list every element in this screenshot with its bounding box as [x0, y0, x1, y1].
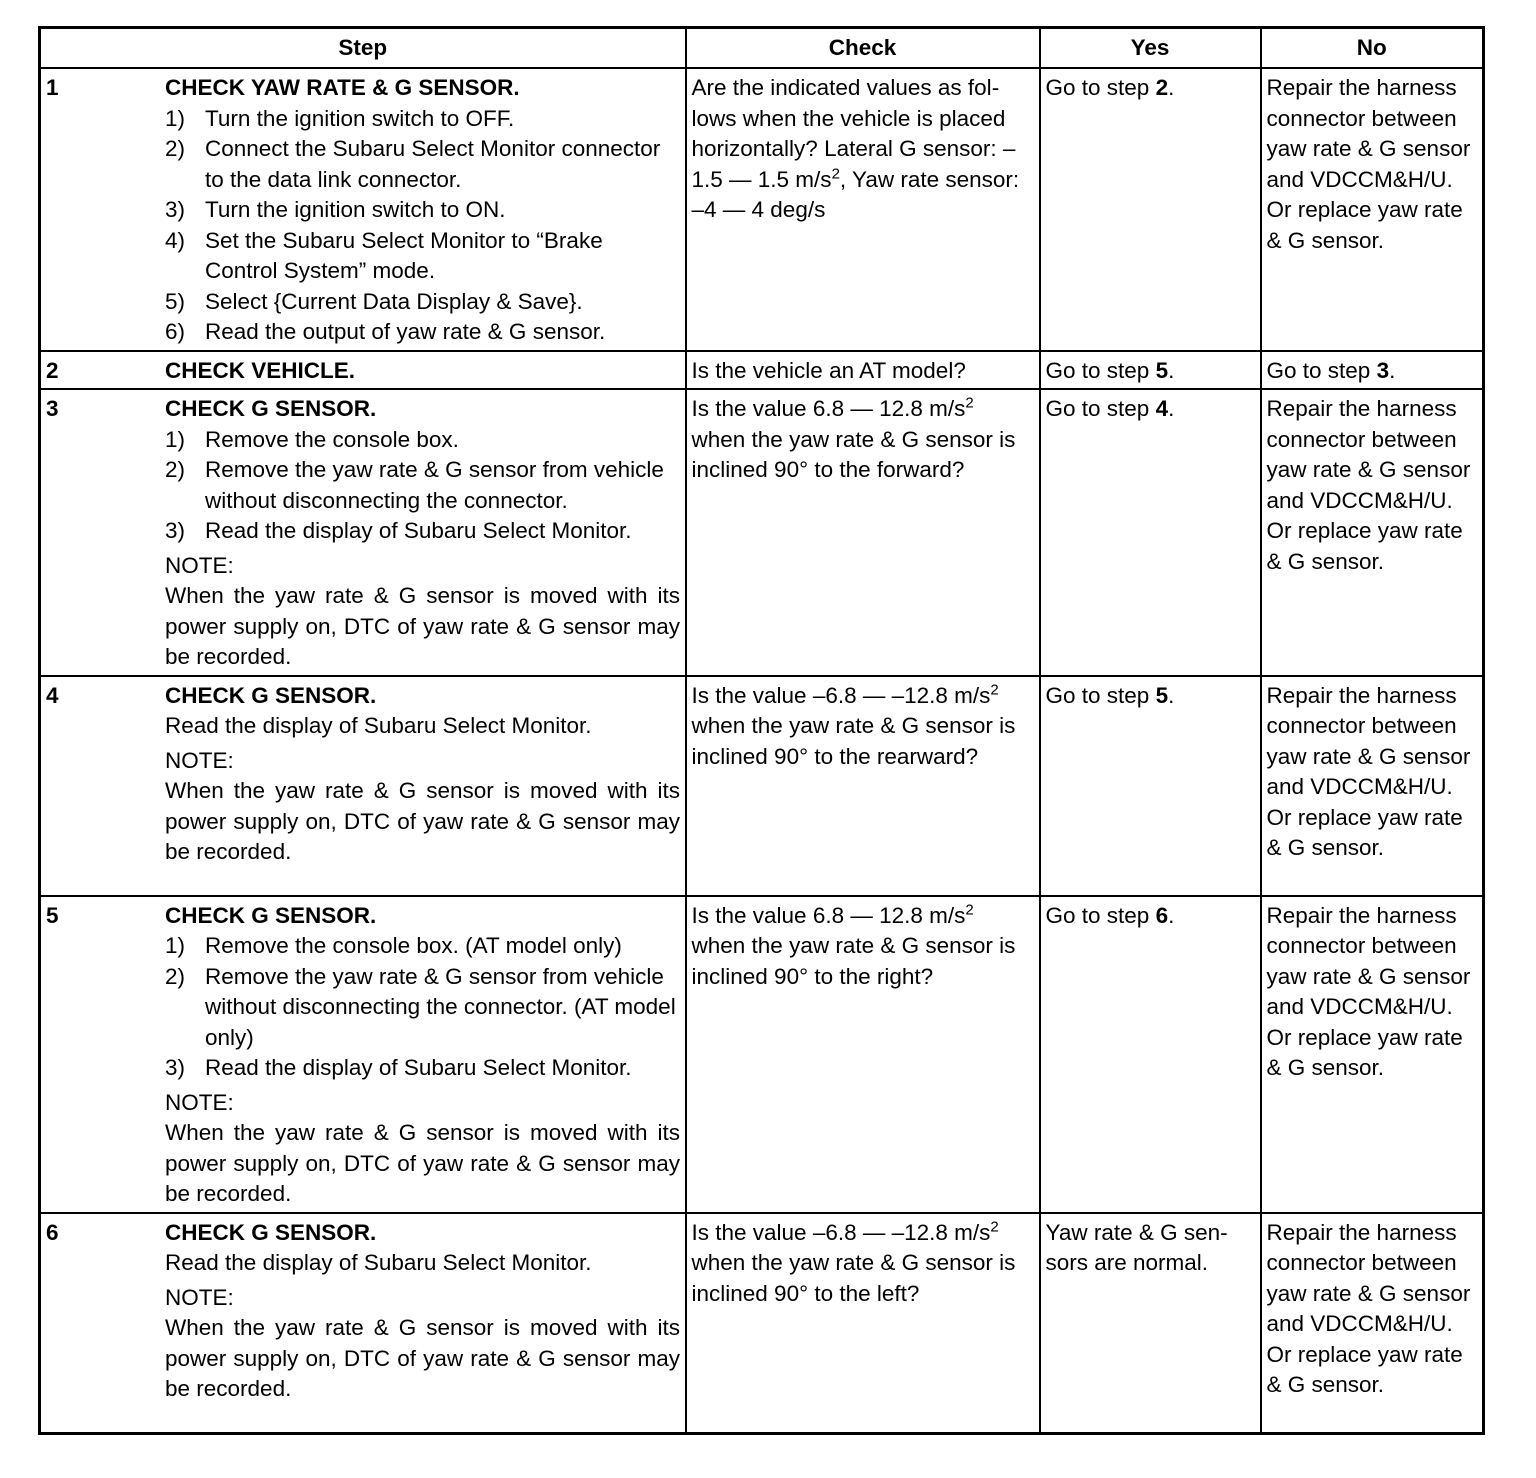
table-row: [40, 351, 1484, 390]
step-title: CHECK VEHICLE.: [165, 357, 356, 383]
substep-number: 2): [165, 136, 186, 161]
header-row: [40, 28, 1484, 69]
no-cell: [1261, 676, 1484, 896]
step-number: 3: [46, 396, 59, 421]
no-text: Repair the harness connector between yaw rate & G sensor and VDCCM&H/U. Or replace yaw rate & G sensor.: [1266, 396, 1471, 574]
yes-text: Go to step: [1045, 902, 1156, 928]
substep: [165, 317, 680, 348]
substep-text: Remove the yaw rate & G sensor from vehicle without disconnecting the connector.: [205, 457, 664, 513]
substep-number: 3): [165, 518, 186, 543]
goto-step-link[interactable]: 3: [1376, 357, 1390, 383]
yes-text: Go to step: [1045, 682, 1156, 708]
step-cell: [40, 1213, 686, 1434]
no-text: Repair the harness connector between yaw rate & G sensor and VDCCM&H/U. Or replace yaw rate & G sensor.: [1266, 682, 1471, 860]
substep: [165, 425, 680, 456]
table-row: [40, 68, 1484, 351]
yes-cell: [1040, 896, 1261, 1213]
no-text: Repair the harness connector between yaw rate & G sensor and VDCCM&H/U. Or replace yaw rate & G sensor.: [1266, 1219, 1471, 1397]
step-cell: [40, 389, 686, 676]
table-row: [40, 389, 1484, 676]
period: .: [1168, 75, 1175, 100]
substep-number: 1): [165, 426, 186, 452]
no-cell: [1261, 351, 1484, 390]
substep-number: 2): [165, 457, 186, 482]
step-number: 2: [46, 357, 59, 383]
check-cell: [686, 676, 1040, 896]
step-title: CHECK G SENSOR.: [165, 682, 377, 708]
period: .: [1168, 396, 1175, 421]
substep-text: Remove the yaw rate & G sensor from vehicle without disconnecting the connector. (AT model only): [205, 963, 676, 1050]
table-row: [40, 676, 1484, 896]
goto-step-link[interactable]: 5: [1155, 357, 1169, 383]
yes-text: Go to step: [1045, 357, 1156, 383]
check-text-cont: when the yaw rate & G sensor is inclined 90° to the left?: [691, 1250, 1016, 1306]
note-text: When the yaw rate & G sensor is moved with its power supply on, DTC of yaw rate & G sensor may be recorded.: [165, 778, 680, 864]
note-text: When the yaw rate & G sensor is moved with its power supply on, DTC of yaw rate & G sensor may be recorded.: [165, 1315, 680, 1401]
step-cell: [40, 68, 686, 351]
step-body: [165, 901, 680, 1210]
check-text: Is the value –6.8 — –12.8 m/s: [691, 682, 991, 708]
no-cell: [1261, 1213, 1484, 1434]
substep: [165, 931, 680, 962]
yes-text: Go to step: [1045, 396, 1156, 421]
superscript: 2: [990, 1218, 999, 1235]
yes-cell: [1040, 676, 1261, 896]
step-intro: Read the display of Subaru Select Monitor.: [165, 1250, 592, 1275]
no-text: Repair the harness connector between yaw rate & G sensor and VDCCM&H/U. Or replace yaw rate & G sensor.: [1266, 902, 1471, 1080]
period: .: [1168, 902, 1175, 928]
yes-cell: [1040, 68, 1261, 351]
check-text: Is the value 6.8 — 12.8 m/s: [691, 902, 966, 928]
check-text: Is the value 6.8 — 12.8 m/s: [691, 396, 966, 421]
header-no: No: [1261, 28, 1484, 69]
step-title: CHECK G SENSOR.: [165, 1219, 377, 1245]
note-label: NOTE:: [165, 552, 234, 578]
substep-text: Read the display of Subaru Select Monitor.: [205, 518, 632, 543]
step-body: [165, 394, 680, 673]
step-body: [165, 356, 680, 387]
no-cell: [1261, 896, 1484, 1213]
substep: [165, 195, 680, 226]
goto-step-link[interactable]: 2: [1155, 75, 1169, 100]
step-title: CHECK YAW RATE & G SENSOR.: [165, 75, 520, 100]
step-body: [165, 681, 680, 868]
substep-text: Turn the ignition switch to ON.: [205, 197, 506, 222]
check-text: Are the indicated values as follows when the vehicle is placed horizontally? Lateral G sensor: –1.5 — 1.5 m/s: [691, 75, 1016, 192]
step-intro: Read the display of Subaru Select Monitor.: [165, 713, 592, 738]
substep-number: 1): [165, 933, 186, 958]
table-row: [40, 896, 1484, 1213]
note-text: When the yaw rate & G sensor is moved with its power supply on, DTC of yaw rate & G sensor may be recorded.: [165, 1120, 680, 1206]
substep: [165, 134, 680, 195]
superscript: 2: [965, 394, 974, 412]
note-label: NOTE:: [165, 747, 234, 773]
substep-text: Select {Current Data Display & Save}.: [205, 288, 583, 314]
substep-text: Turn the ignition switch to OFF.: [205, 105, 515, 131]
check-text-cont: when the yaw rate & G sensor is inclined 90° to the right?: [691, 933, 1016, 989]
period: .: [1389, 357, 1396, 383]
header-yes: Yes: [1040, 28, 1261, 69]
check-cell: [686, 1213, 1040, 1434]
step-number: 5: [46, 902, 59, 928]
substep: [165, 287, 680, 318]
note-label: NOTE:: [165, 1089, 234, 1115]
substep-number: 3): [165, 197, 186, 222]
step-cell: [40, 896, 686, 1213]
check-text-cont: when the yaw rate & G sensor is inclined 90° to the forward?: [691, 426, 1016, 482]
substep: [165, 1053, 680, 1084]
substep-text: Read the display of Subaru Select Monitor.: [205, 1055, 632, 1080]
no-cell: [1261, 389, 1484, 676]
yes-cell: [1040, 351, 1261, 390]
substep-number: 1): [165, 105, 186, 131]
goto-step-link[interactable]: 4: [1155, 396, 1169, 421]
superscript: 2: [831, 165, 840, 182]
substep-text: Remove the console box.: [205, 426, 459, 452]
step-number: 1: [46, 75, 59, 100]
step-cell: [40, 351, 686, 390]
check-text: Is the value –6.8 — –12.8 m/s: [691, 1219, 991, 1245]
step-number: 6: [46, 1219, 59, 1245]
yes-text: Yaw rate & G sensors are normal.: [1045, 1219, 1228, 1275]
step-cell: [40, 676, 686, 896]
no-text: Repair the harness connector between yaw rate & G sensor and VDCCM&H/U. Or replace yaw rate & G sensor.: [1266, 75, 1471, 253]
substep: [165, 962, 680, 1054]
substep-number: 2): [165, 963, 186, 989]
header-step: Step: [40, 28, 686, 69]
note-text: When the yaw rate & G sensor is moved with its power supply on, DTC of yaw rate & G sensor may be recorded.: [165, 583, 680, 669]
substep: [165, 455, 680, 516]
yes-cell: [1040, 1213, 1261, 1434]
check-cell: [686, 896, 1040, 1213]
substep-number: 4): [165, 227, 186, 253]
step-title: CHECK G SENSOR.: [165, 396, 377, 421]
step-body: [165, 1218, 680, 1405]
step-body: [165, 73, 680, 348]
substep-number: 5): [165, 288, 186, 314]
substep: [165, 226, 680, 287]
substep: [165, 516, 680, 547]
substep-number: 3): [165, 1055, 186, 1080]
no-text: Go to step: [1266, 357, 1377, 383]
superscript: 2: [965, 901, 974, 918]
check-cell: [686, 351, 1040, 390]
step-number: 4: [46, 682, 59, 708]
period: .: [1168, 357, 1175, 383]
check-cell: [686, 68, 1040, 351]
check-cell: [686, 389, 1040, 676]
substep-text: Set the Subaru Select Monitor to “Brake Control System” mode.: [205, 227, 603, 283]
period: .: [1168, 682, 1175, 708]
goto-step-link[interactable]: 5: [1155, 682, 1169, 708]
table-row: [40, 1213, 1484, 1434]
header-check: Check: [686, 28, 1040, 69]
substep-text: Connect the Subaru Select Monitor connector to the data link connector.: [205, 136, 661, 192]
yes-cell: [1040, 389, 1261, 676]
superscript: 2: [990, 681, 999, 698]
substep-number: 6): [165, 319, 186, 344]
substep: [165, 104, 680, 135]
yes-text: Go to step: [1045, 75, 1156, 100]
check-text: Is the vehicle an AT model?: [691, 357, 966, 383]
check-text-cont: when the yaw rate & G sensor is inclined 90° to the rearward?: [691, 713, 1016, 769]
goto-step-link[interactable]: 6: [1155, 902, 1169, 928]
substep-text: Remove the console box. (AT model only): [205, 933, 622, 958]
note-label: NOTE:: [165, 1284, 234, 1310]
diagnostic-table: [38, 26, 1485, 1435]
substep-text: Read the output of yaw rate & G sensor.: [205, 319, 606, 344]
no-cell: [1261, 68, 1484, 351]
check-text-cont: , Yaw rate sensor: –4 — 4 deg/s: [691, 166, 1020, 222]
step-title: CHECK G SENSOR.: [165, 902, 377, 928]
